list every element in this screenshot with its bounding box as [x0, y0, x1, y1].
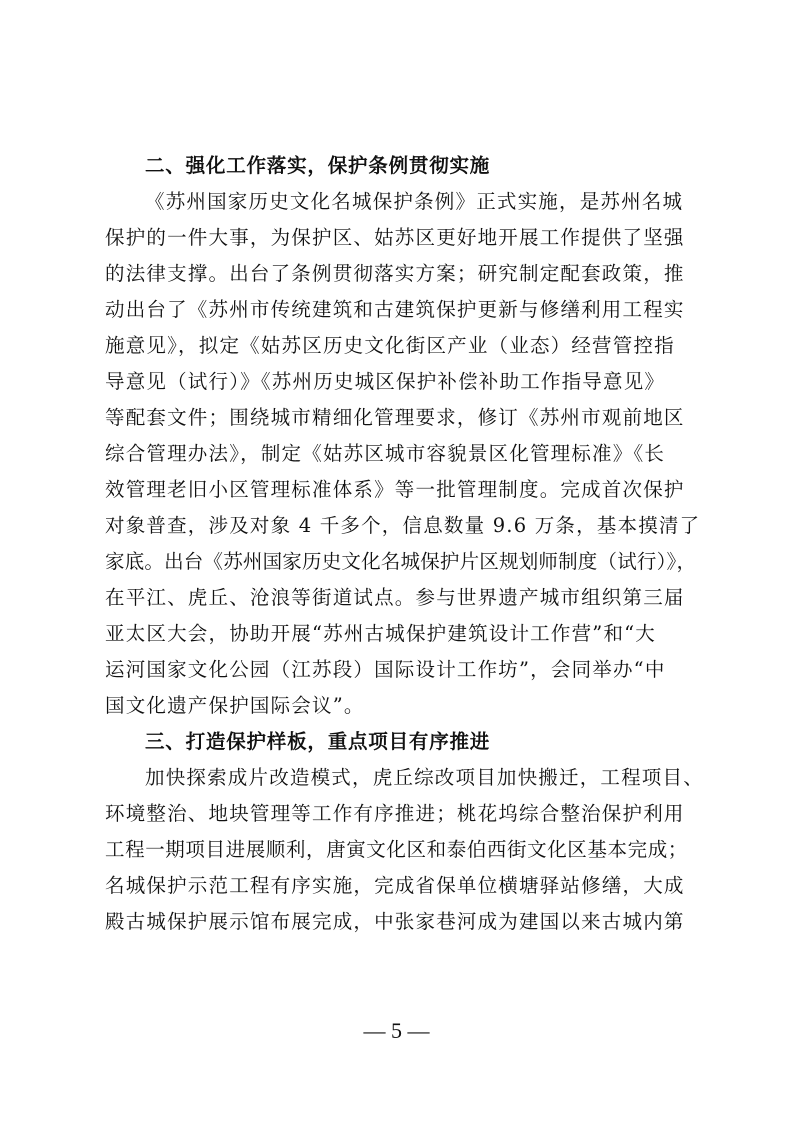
paragraph-line: 国文化遗产保护国际会议”。 — [105, 694, 365, 717]
paragraph-line: 运河国家文化公园（江苏段）国际设计工作坊”，会同举办“中 — [105, 658, 666, 681]
paragraph-line: 环境整治、地块管理等工作有序推进；桃花坞综合整治保护利用 — [105, 802, 685, 825]
paragraph-line: 综合管理办法》，制定《姑苏区城市容貌景区化管理标准》《长 — [105, 442, 666, 465]
paragraph-line: 家底。出台《苏州国家历史文化名城保护片区规划师制度（试行）》， — [105, 550, 697, 573]
paragraph-line: 亚太区大会，协助开展“苏州古城保护建筑设计工作营”和“大 — [105, 622, 657, 645]
section-heading: 二、强化工作落实，保护条例贯彻实施 — [145, 154, 491, 177]
paragraph-line: 在平江、虎丘、沧浪等街道试点。参与世界遗产城市组织第三届 — [105, 586, 685, 609]
paragraph-line: 对象普查，涉及对象 4 千多个，信息数量 9.6 万条，基本摸清了 — [105, 514, 701, 537]
paragraph-line: 导意见（试行）》《苏州历史城区保护补偿补助工作指导意见》 — [105, 370, 666, 393]
paragraph-line: 施意见》，拟定《姑苏区历史文化街区产业（业态）经营管控指 — [105, 334, 675, 357]
paragraph-line: 的法律支撑。出台了条例贯彻落实方案；研究制定配套政策，推 — [105, 262, 685, 285]
paragraph-line: 等配套文件；围绕城市精细化管理要求，修订《苏州市观前地区 — [105, 406, 685, 429]
paragraph-line: 动出台了《苏州市传统建筑和古建筑保护更新与修缮利用工程实 — [105, 298, 685, 321]
paragraph-line: 效管理老旧小区管理标准体系》等一批管理制度。完成首次保护 — [105, 478, 685, 501]
paragraph-line: 《苏州国家历史文化名城保护条例》正式实施，是苏州名城 — [145, 190, 684, 213]
section-heading: 三、打造保护样板，重点项目有序推进 — [145, 730, 491, 753]
paragraph-line: 殿古城保护展示馆布展完成，中张家巷河成为建国以来古城内第 — [105, 910, 685, 933]
paragraph-line: 工程一期项目进展顺利，唐寅文化区和泰伯西街文化区基本完成； — [105, 838, 688, 861]
paragraph-line: 名城保护示范工程有序实施，完成省保单位横塘驿站修缮，大成 — [105, 874, 685, 897]
page-number: — 5 — — [363, 1018, 430, 1043]
paragraph-line: 加快探索成片改造模式，虎丘综改项目加快搬迁，工程项目、 — [145, 766, 704, 789]
paragraph-line: 保护的一件大事，为保护区、姑苏区更好地开展工作提供了坚强 — [105, 226, 685, 249]
